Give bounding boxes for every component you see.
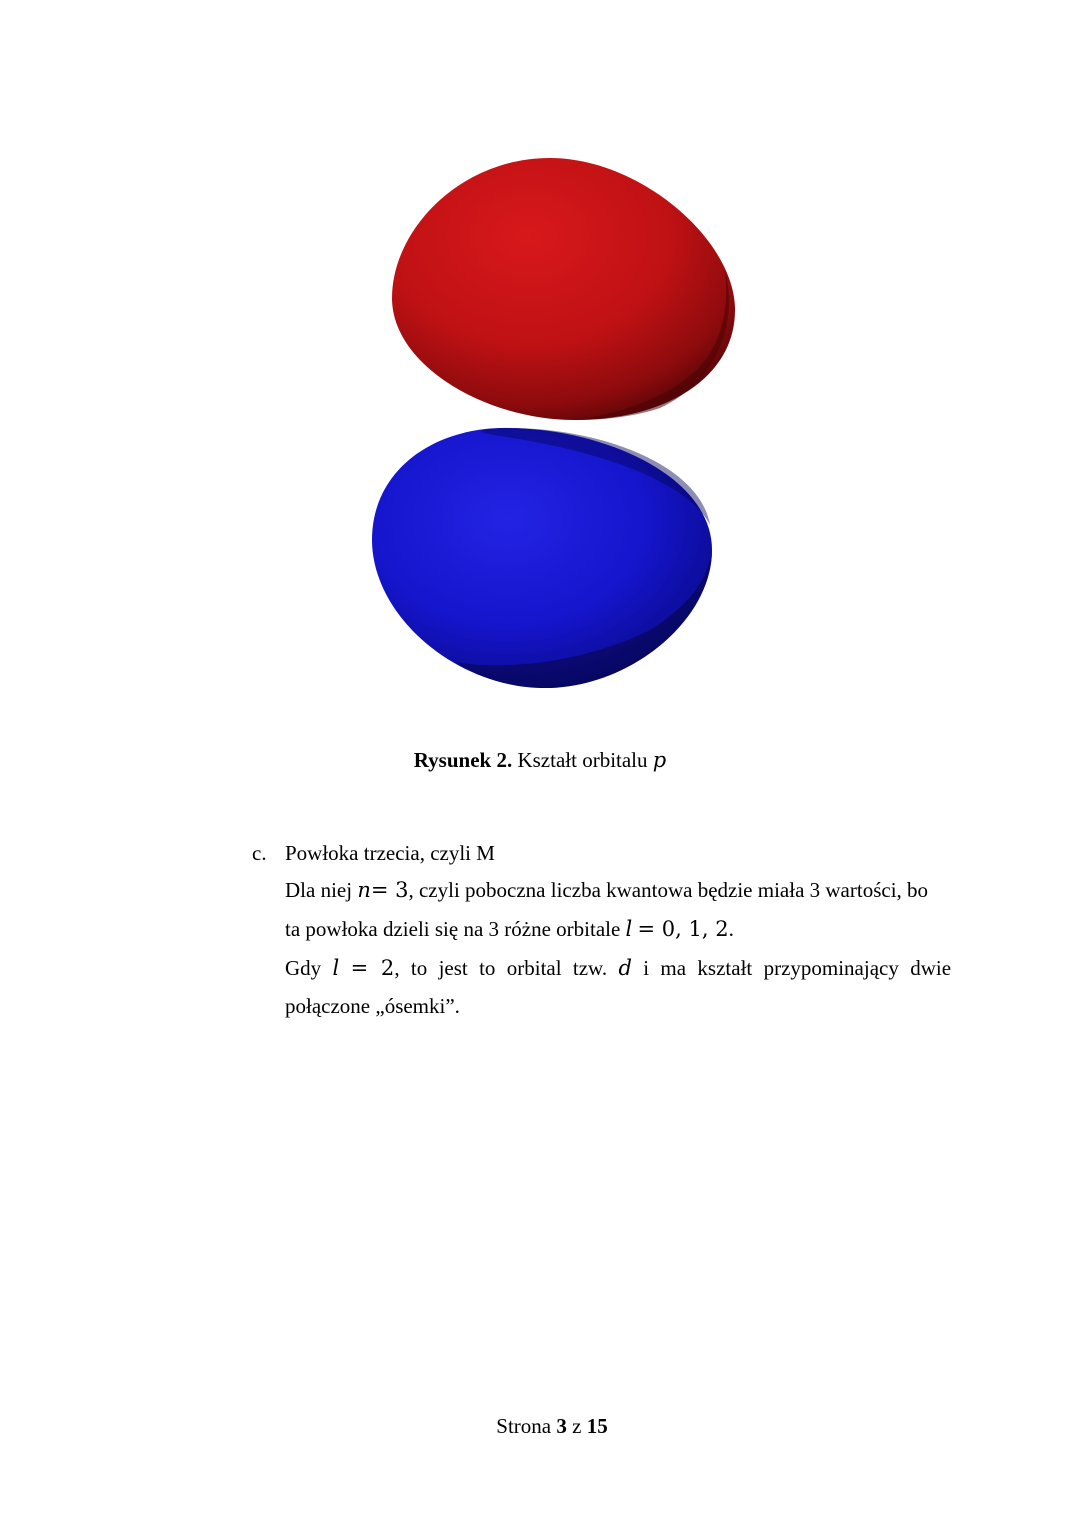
section-title-text: Powłoka trzecia, czyli M xyxy=(285,841,495,865)
footer-prefix: Strona xyxy=(496,1414,552,1438)
p-orbital-image xyxy=(360,150,750,695)
figure-caption xyxy=(0,746,1080,774)
lower-lobe xyxy=(372,428,712,688)
footer-separator: z xyxy=(572,1414,582,1438)
line4-text: połączone „ósemki”. xyxy=(285,994,460,1018)
section-title xyxy=(285,839,951,867)
paragraph-line-3 xyxy=(285,954,951,982)
line3-text-b: , to jest to orbital tzw. xyxy=(394,956,608,980)
page-footer xyxy=(0,1412,1080,1440)
line3-text-c: i ma kształt przypominający dwie xyxy=(643,956,952,980)
caption-symbol: p xyxy=(652,748,667,772)
line1-math-var: n xyxy=(357,878,371,902)
line2-text-a: ta powłoka dzieli się na 3 różne orbitale xyxy=(285,917,621,941)
caption-text: Kształt orbitalu xyxy=(517,748,648,772)
footer-page-number: 3 xyxy=(556,1414,567,1438)
line3-text-a: Gdy xyxy=(285,956,322,980)
line1-text-b: , czyli poboczna liczba kwantowa będzie miała 3 wartości, bo xyxy=(408,878,929,902)
paragraph-line-1 xyxy=(285,876,951,904)
p-orbital-figure xyxy=(360,150,750,695)
paragraph-line-4 xyxy=(285,992,951,1020)
line3-math-rest: = 2 xyxy=(350,956,395,980)
line3-math-d: d xyxy=(618,956,632,980)
line2-text-b: . xyxy=(728,917,734,941)
list-marker-c: c. xyxy=(252,841,267,865)
line2-math-rest: = 0, 1, 2 xyxy=(637,917,729,941)
upper-lobe xyxy=(392,158,735,420)
caption-label: Rysunek 2. xyxy=(413,748,513,772)
footer-total-pages: 15 xyxy=(586,1414,608,1438)
line1-math-rest: = 3 xyxy=(370,878,409,902)
paragraph-line-2 xyxy=(285,915,951,943)
line1-text-a: Dla niej xyxy=(285,878,353,902)
line2-math-var: l xyxy=(625,917,633,941)
line3-math-var: l xyxy=(332,956,340,980)
